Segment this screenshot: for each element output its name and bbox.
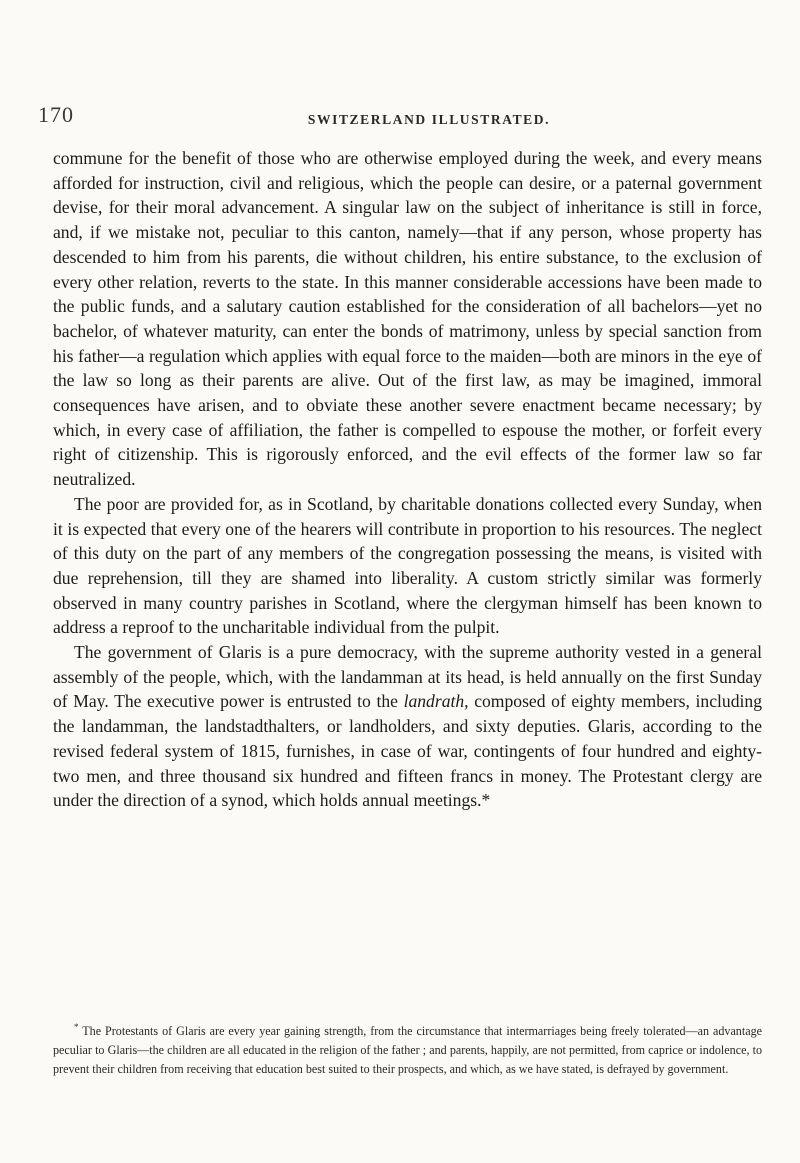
paragraph-3 — [53, 640, 762, 813]
paragraph-3-text-start: The government of Glaris is a pure democracy, with the supreme authority vested in a general assembly of the people, which, with the landamman at its head, is held annually on the first Sunday of May. The executive power is entrusted to the — [53, 642, 762, 712]
footnote-marker: * — [74, 1021, 79, 1032]
paragraph-1: commune for the benefit of those who are otherwise employed during the week, and every means afforded for instruction, civil and religious, which the people can desire, or a paternal government devise, for their moral advancement. A singular law on the subject of inheritance is still in force, and, if we mistake not, peculiar to this canton, namely—that if any person, whose property has descended to him from his parents, die without children, his entire substance, to the exclusion of every other relation, reverts to the state. In this manner considerable accessions have been made to the public funds, and a salutary caution established for the consideration of all bachelors—yet no bachelor, of whatever maturity, can enter the bonds of matrimony, unless by special sanction from his father—a regulation which applies with equal force to the maiden—both are minors in the eye of the law so long as their parents are alive. Out of the first law, as may be imagined, immoral consequences have arisen, and to obviate these another severe enactment became necessary; by which, in every case of affiliation, the father is compelled to espouse the mother, or forfeit every right of citizenship. This is rigorously enforced, and the evil effects of the former law so far neutralized. — [53, 148, 762, 490]
body-text — [53, 146, 762, 813]
page-number: 170 — [38, 102, 74, 127]
running-title: SWITZERLAND ILLUSTRATED. — [307, 112, 551, 127]
landrath-italic: landrath, — [403, 691, 469, 712]
footnote-paragraph — [53, 1022, 762, 1078]
footnote — [53, 1022, 762, 1078]
footnote-text: The Protestants of Glaris are every year gaining strength, from the circumstance that intermarriages being freely tolerated—an advantage peculiar to Glaris—the children are all educated in the religion of the father ; and parents, happily, are not permitted, from caprice or indolence, to prevent their children from receiving that education best suited to their prospects, and which, as we have stated, is defrayed by government. — [53, 1024, 762, 1076]
paragraph-3-text-end: composed of eighty members, including the landamman, the landstadthalters, or landholders, and sixty deputies. Glaris, according to the revised federal system of 1815, furnishes, in case of war, contingents of four hundred and eighty-two men, and three thousand six hundred and fifteen francs in money. The Protestant clergy are under the direction of a synod, which holds annual meetings.* — [53, 691, 762, 811]
paragraph-2: The poor are provided for, as in Scotland, by charitable donations collected every Sunday, when it is expected that every one of the hearers will contribute in proportion to his resources. The neglect of this duty on the part of any members of the congregation possessing the means, is visited with due reprehension, till they are shamed into liberality. A custom strictly similar was formerly observed in many country parishes in Scotland, where the clergyman himself has been known to address a reproof to the uncharitable individual from the pulpit. — [53, 493, 762, 638]
